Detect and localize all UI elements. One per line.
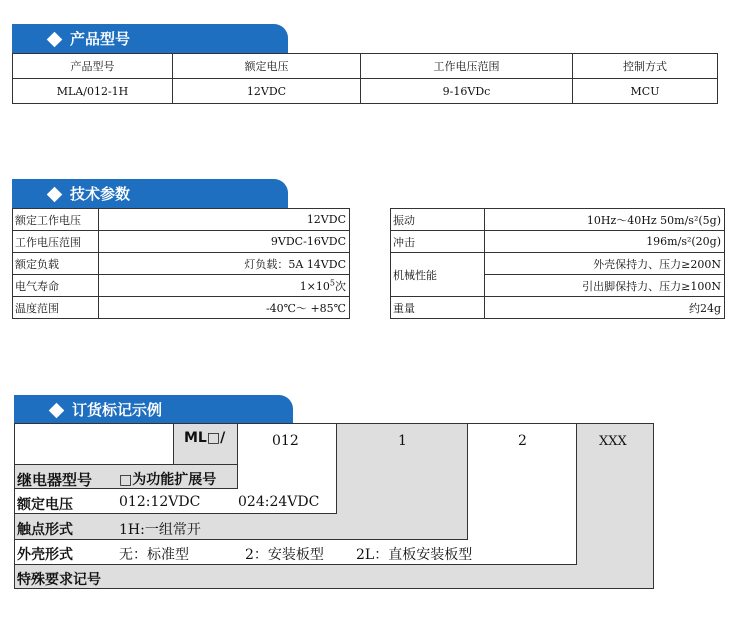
housing-option-2: 2：安装板型	[245, 547, 324, 563]
code-prefix: ML□/	[184, 430, 226, 446]
diamond-icon	[48, 402, 64, 418]
param-value: 196m/s²(20g)	[485, 231, 725, 253]
header-cell: 控制方式	[573, 54, 718, 79]
code-blank-box	[14, 423, 174, 465]
value-prefix: 1×10	[299, 279, 330, 293]
table-header-row	[13, 54, 718, 79]
table-row	[13, 275, 350, 297]
table-row	[391, 297, 725, 319]
section-title: 订货标记示例	[72, 401, 163, 419]
code-voltage: 012	[272, 433, 299, 449]
contact-option-1: 1H:一组常开	[119, 522, 201, 538]
product-model-table	[12, 53, 718, 104]
model-text: □为功能扩展号	[119, 472, 217, 488]
model-label: 继电器型号	[17, 471, 93, 489]
param-key: 温度范围	[13, 297, 99, 319]
param-key: 重量	[391, 297, 485, 319]
housing-label: 外壳形式	[17, 547, 73, 563]
voltage-option-2: 024:24VDC	[238, 494, 320, 510]
param-key: 振动	[391, 209, 485, 231]
header-cell: 产品型号	[13, 54, 173, 79]
section-tab-order-code	[14, 395, 293, 424]
param-key: 额定负载	[13, 253, 99, 275]
param-value: 约24g	[485, 297, 725, 319]
tech-params-right-table	[390, 208, 725, 319]
value-suffix: 次	[335, 279, 346, 293]
param-value	[99, 275, 350, 297]
housing-option-1: 无：标准型	[119, 547, 189, 563]
param-key: 额定工作电压	[13, 209, 99, 231]
voltage-option-1: 012:12VDC	[119, 494, 201, 510]
value-sup: 5	[329, 277, 335, 287]
table-row	[391, 231, 725, 253]
section-title: 技术参数	[70, 185, 131, 203]
param-key: 冲击	[391, 231, 485, 253]
code-row-top-line	[14, 464, 238, 465]
param-value: 灯负载：5A 14VDC	[99, 253, 350, 275]
voltage-label: 额定电压	[17, 497, 73, 513]
cell-voltage: 12VDC	[173, 79, 361, 104]
param-value: -40℃～ +85℃	[99, 297, 350, 319]
table-row	[13, 79, 718, 104]
param-value: 12VDC	[99, 209, 350, 231]
table-row	[13, 231, 350, 253]
param-value: 引出脚保持力、压力≥100N	[485, 275, 725, 297]
tech-params-left-table	[12, 208, 350, 319]
param-key: 工作电压范围	[13, 231, 99, 253]
cell-range: 9-16VDc	[361, 79, 573, 104]
code-contact: 1	[398, 433, 407, 449]
code-housing: 2	[518, 433, 527, 449]
param-key: 电气寿命	[13, 275, 99, 297]
contact-label: 触点形式	[17, 522, 73, 538]
param-value: 9VDC-16VDC	[99, 231, 350, 253]
table-row	[391, 253, 725, 275]
table-row	[13, 209, 350, 231]
table-row	[13, 253, 350, 275]
diamond-icon	[46, 186, 62, 202]
header-cell: 工作电压范围	[361, 54, 573, 79]
param-key: 机械性能	[391, 253, 485, 297]
special-label: 特殊要求记号	[17, 572, 101, 588]
diamond-icon	[46, 31, 62, 47]
cell-model: MLA/012-1H	[13, 79, 173, 104]
param-value: 外壳保持力、压力≥200N	[485, 253, 725, 275]
housing-option-3: 2L：直板安装板型	[356, 547, 473, 563]
cell-control: MCU	[573, 79, 718, 104]
header-cell: 额定电压	[173, 54, 361, 79]
table-row	[391, 209, 725, 231]
section-tab-tech-params	[12, 179, 288, 208]
param-value: 10Hz～40Hz 50m/s²(5g)	[485, 209, 725, 231]
section-tab-product-model	[12, 24, 288, 53]
section-title: 产品型号	[70, 30, 131, 48]
table-row	[13, 297, 350, 319]
code-special: XXX	[599, 434, 627, 449]
